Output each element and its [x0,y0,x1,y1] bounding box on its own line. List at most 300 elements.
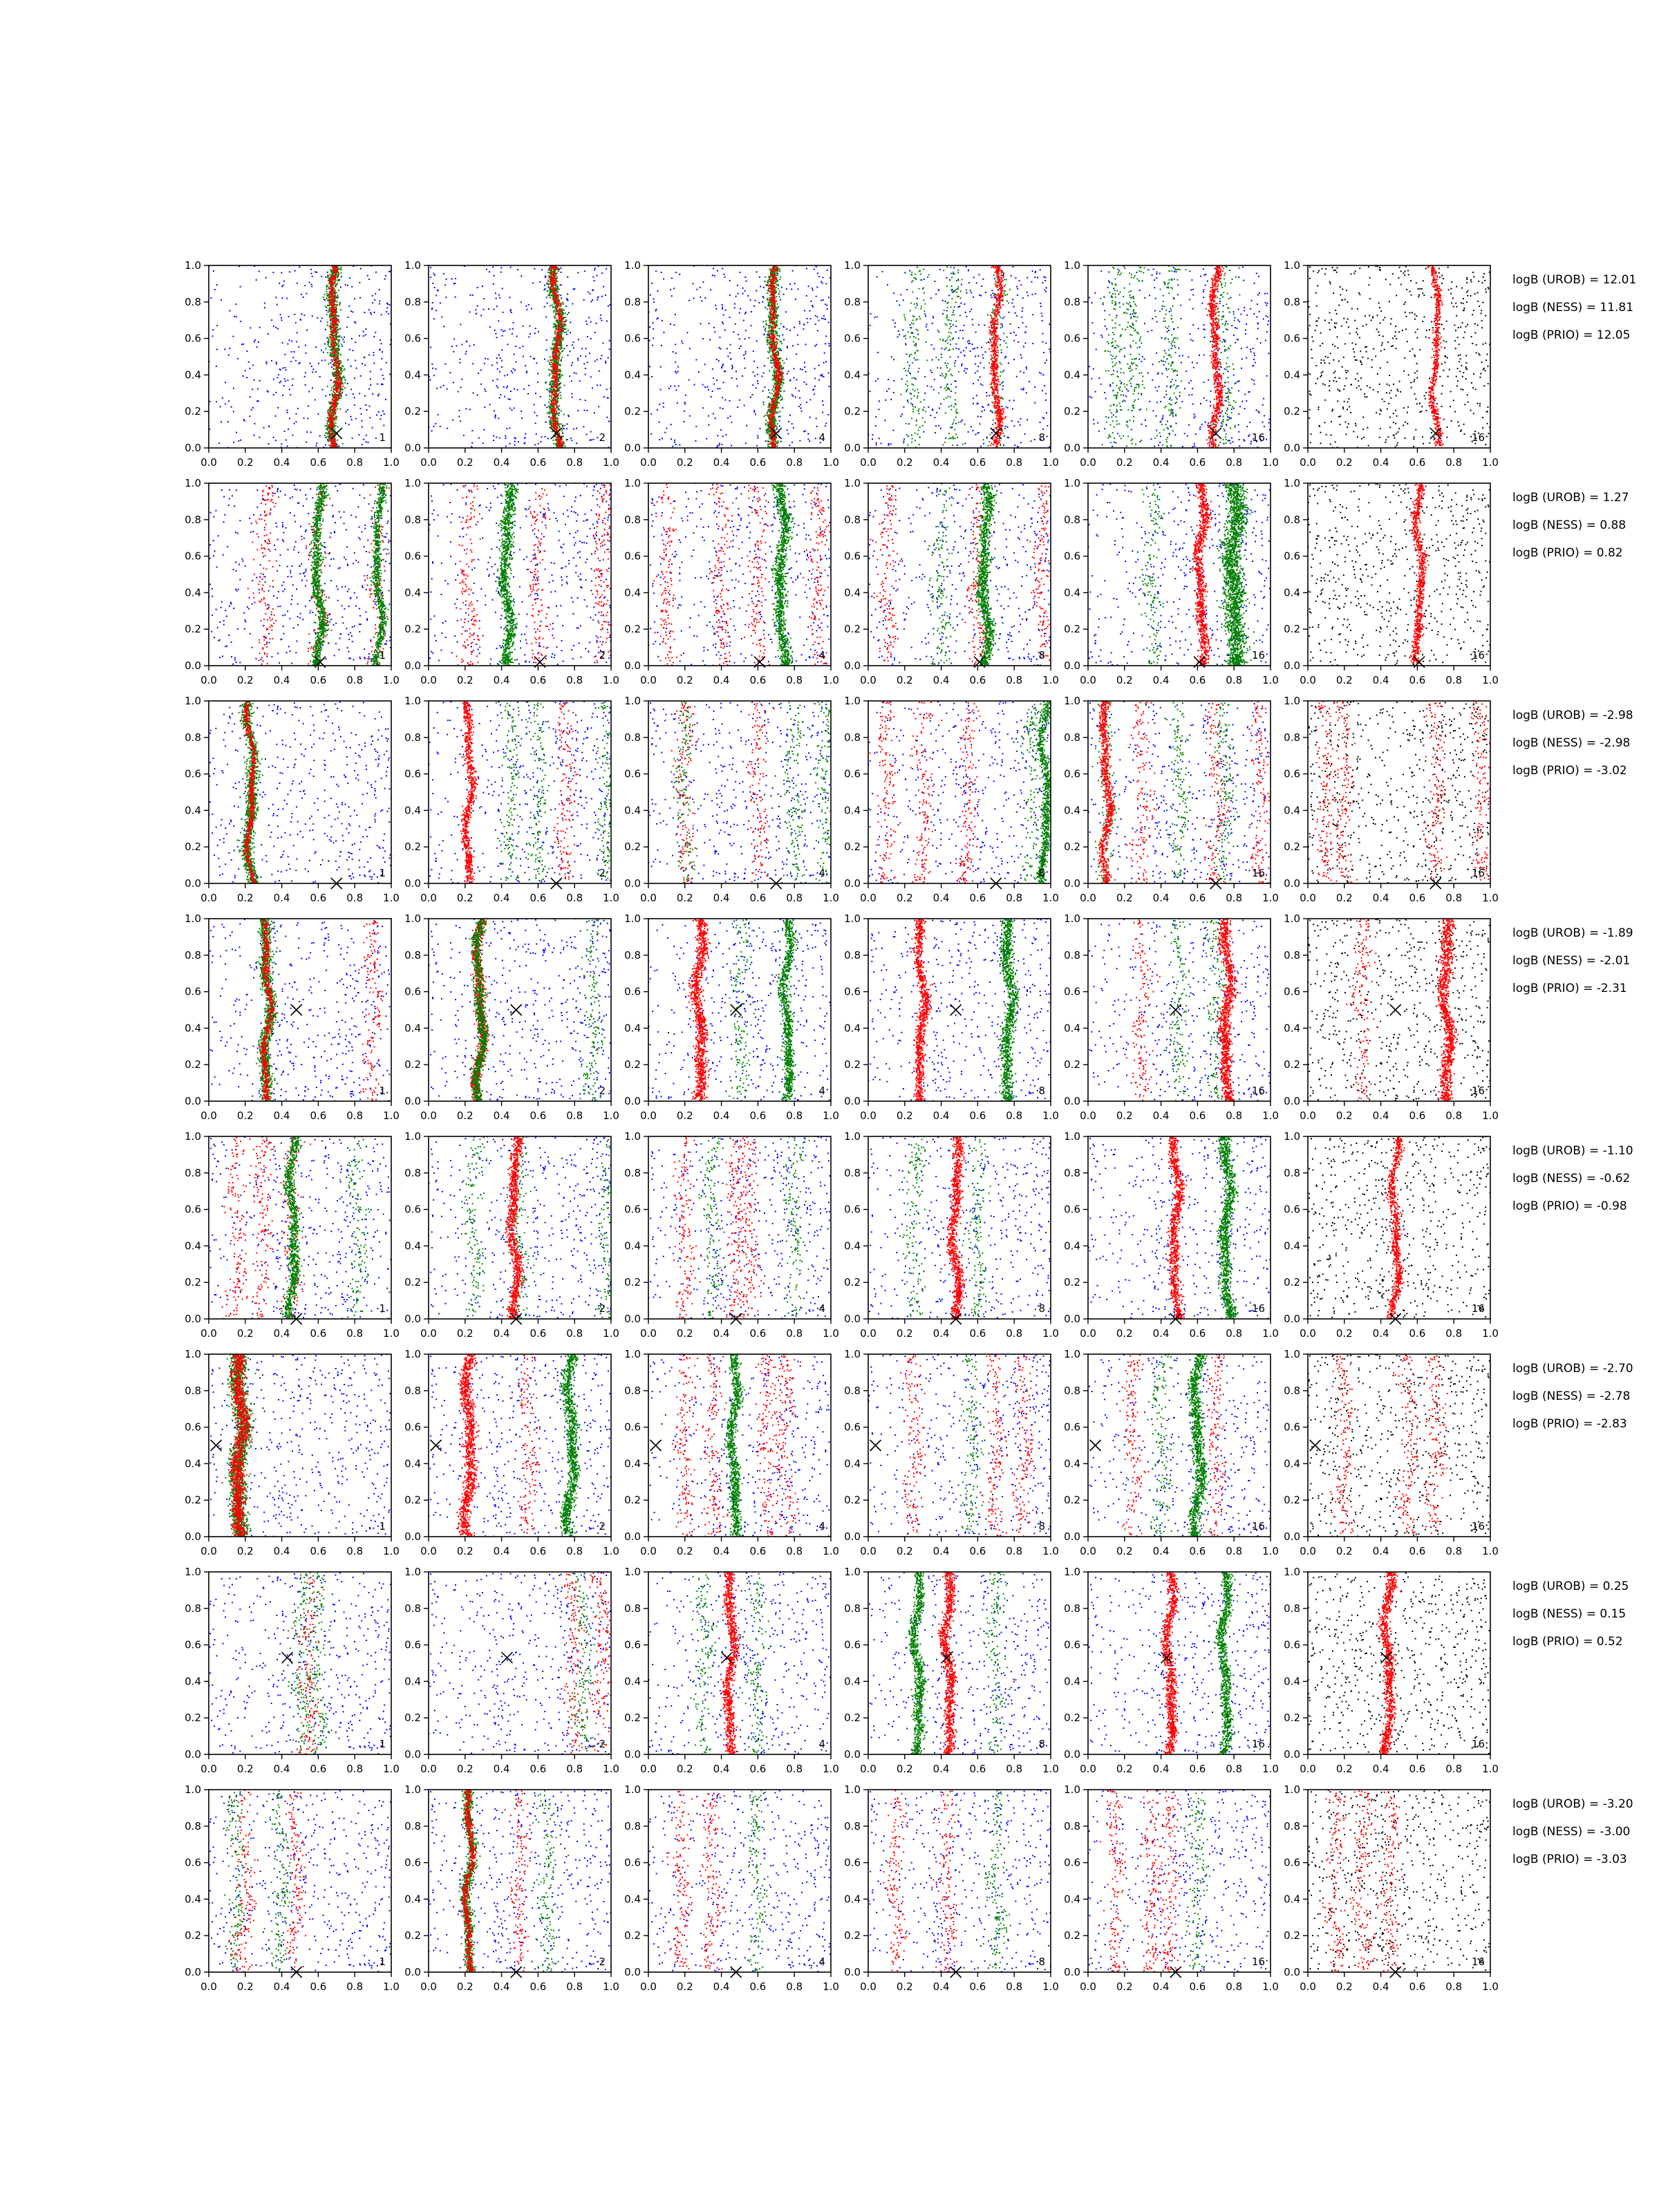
red-point [554,273,555,274]
blue-point [809,310,811,312]
blue-point [722,308,723,310]
panel-label: 2 [599,431,606,444]
blue-point [359,393,360,394]
blue-point [240,440,241,441]
blue-point [370,384,371,386]
blue-point [651,283,653,284]
red-point [334,331,335,332]
blue-point [446,279,447,280]
blue-point [517,269,518,270]
green-point [337,276,339,278]
blue-point [805,344,807,345]
red-point [554,423,556,424]
red-point [554,411,555,413]
blue-point [589,353,590,354]
blue-point [791,423,793,424]
blue-point [373,312,375,313]
blue-point [653,299,655,300]
green-point [557,418,559,419]
green-point [559,370,561,371]
blue-point [521,411,522,412]
red-point [335,395,336,397]
green-point [550,391,552,392]
green-point [552,353,553,354]
blue-point [605,362,606,364]
blue-point [213,270,214,272]
blue-point [256,279,257,281]
red-point [331,306,332,308]
red-point [339,386,340,388]
green-point [335,315,336,316]
blue-point [359,434,360,435]
blue-point [539,281,541,283]
blue-point [653,301,655,303]
blue-point [655,310,657,312]
blue-point [347,383,348,384]
x-tick-label: 0.0 [420,456,437,469]
blue-point [360,408,362,409]
green-point [765,321,767,322]
red-point [334,440,335,442]
green-point [332,317,334,319]
blue-point [259,380,261,382]
blue-point [351,419,353,420]
blue-point [684,403,686,404]
blue-point [285,440,287,441]
red-point [559,303,560,304]
blue-point [816,296,817,297]
blue-point [812,305,813,306]
blue-point [778,293,780,294]
blue-point [431,308,433,309]
blue-point [445,297,447,298]
red-point [335,350,336,351]
blue-point [496,385,498,386]
blue-point [788,433,789,435]
blue-point [603,342,604,344]
red-point [554,374,555,375]
blue-point [756,387,757,388]
red-point [336,443,337,444]
blue-point [456,345,458,346]
blue-point [537,382,538,383]
blue-point [324,359,326,361]
red-point [336,365,337,366]
blue-point [351,338,353,339]
blue-point [485,391,487,392]
blue-point [316,442,317,444]
green-point [559,373,561,375]
blue-point [480,315,482,317]
blue-point [677,366,679,368]
blue-point [673,351,674,353]
blue-point [810,318,812,319]
blue-point [263,427,265,429]
blue-point [590,293,591,294]
blue-point [708,415,709,417]
blue-point [295,322,297,324]
red-point [332,335,333,337]
blue-point [273,326,274,327]
green-point [554,310,555,311]
blue-point [685,395,686,396]
green-point [330,311,331,312]
blue-point [742,288,744,289]
blue-point [312,387,313,388]
blue-point [385,399,386,400]
blue-point [757,435,758,437]
blue-point [713,413,714,415]
green-point [559,375,560,376]
red-point [327,420,328,422]
green-point [328,440,329,442]
blue-point [825,303,826,305]
blue-point [757,367,758,368]
blue-point [592,290,593,291]
red-point [556,382,557,383]
blue-point [720,337,721,338]
red-point [335,399,336,400]
blue-point [791,394,793,395]
blue-point [681,341,682,342]
red-point [336,371,337,372]
blue-point [292,378,294,379]
green-point [766,431,767,433]
red-point [563,442,564,443]
red-point [337,400,339,401]
blue-point [291,341,292,342]
blue-point [688,300,690,301]
blue-point [720,407,721,409]
blue-point [327,439,328,440]
blue-point [306,353,307,354]
blue-point [779,420,780,422]
blue-point [827,308,828,310]
green-point [767,298,768,299]
blue-point [812,290,814,291]
green-point [551,349,552,350]
red-point [333,439,335,440]
blue-point [584,410,585,411]
blue-point [290,361,292,362]
blue-point [588,292,589,293]
blue-point [534,412,535,413]
green-point [557,421,559,422]
red-point [561,435,563,437]
red-point [330,418,331,419]
blue-point [366,441,367,442]
blue-point [700,297,701,298]
blue-point [569,375,570,377]
green-point [327,341,328,343]
red-point [556,358,557,359]
blue-point [799,440,800,442]
blue-point [256,400,258,402]
blue-point [345,284,346,285]
green-point [561,346,562,348]
blue-point [504,396,505,397]
red-point [334,417,335,418]
blue-point [803,328,805,330]
blue-point [657,409,658,411]
blue-point [339,446,340,447]
blue-point [483,429,485,431]
blue-point [496,436,498,438]
green-point [339,409,341,410]
red-point [553,391,554,392]
blue-point [753,410,755,411]
blue-point [216,284,218,285]
blue-point [243,419,245,420]
blue-point [800,408,802,409]
blue-point [381,384,382,385]
blue-point [664,432,666,433]
green-point [337,294,339,296]
green-point [326,432,327,433]
blue-point [229,348,230,349]
red-point [330,303,332,304]
red-point [552,386,553,387]
blue-point [590,440,591,441]
blue-point [566,334,568,335]
red-point [335,285,336,287]
blue-point [476,313,477,315]
blue-point [516,362,517,363]
blue-point [478,373,479,374]
blue-point [727,348,728,349]
green-point [337,301,338,303]
blue-point [671,277,673,279]
blue-point [600,358,601,359]
blue-point [731,368,733,369]
blue-point [653,322,654,324]
blue-point [660,366,662,368]
red-point [551,280,552,281]
blue-point [601,272,603,274]
red-point [331,356,332,357]
green-point [340,373,341,375]
blue-point [489,271,490,272]
blue-point [735,324,736,325]
blue-point [471,446,472,447]
blue-point [689,415,691,417]
blue-point [300,319,301,320]
blue-point [792,270,794,272]
red-point [556,308,557,309]
blue-point [276,304,278,306]
blue-point [329,394,330,395]
red-point [339,372,340,373]
green-point [565,445,566,447]
blue-point [265,362,267,363]
blue-point [587,362,588,363]
green-point [326,285,328,287]
blue-point [509,297,510,298]
blue-point [578,339,579,340]
blue-point [344,341,345,343]
blue-point [536,433,537,435]
blue-point [285,380,286,382]
green-point [565,320,567,321]
red-point [339,362,340,364]
blue-point [281,319,283,321]
blue-point [817,330,818,331]
blue-point [799,321,800,322]
blue-point [268,426,270,427]
blue-point [751,311,752,312]
green-point [550,382,551,383]
red-point [554,394,556,395]
blue-point [816,426,818,427]
blue-point [600,384,601,386]
blue-point [815,315,816,317]
blue-point [656,309,657,310]
blue-point [452,420,453,421]
red-point [554,280,556,281]
x-tick-label: 0.8 [346,456,363,469]
blue-point [528,337,529,338]
red-point [330,403,331,404]
red-point [333,406,335,408]
blue-point [514,441,516,442]
green-point [552,340,554,341]
blue-point [802,369,803,371]
blue-point [236,316,237,317]
green-point [770,397,771,399]
green-point [550,290,551,292]
blue-point [689,348,691,349]
red-point [552,277,553,279]
green-point [546,283,547,284]
blue-point [279,382,281,384]
green-point [556,327,557,328]
green-point [562,432,563,433]
blue-point [259,327,261,328]
green-point [554,324,556,326]
blue-point [719,347,720,348]
blue-point [289,418,290,419]
blue-point [312,315,313,317]
green-point [551,295,552,297]
blue-point [321,317,323,319]
blue-point [567,300,568,301]
blue-point [537,373,538,374]
blue-point [817,272,818,274]
red-point [557,297,559,298]
green-point [337,408,338,409]
blue-point [299,362,301,364]
red-point [556,369,557,371]
red-point [330,275,332,276]
red-point [562,444,563,446]
blue-point [222,397,223,399]
red-point [550,275,552,276]
blue-point [349,349,350,350]
red-point [330,279,332,280]
blue-point [429,379,431,381]
blue-point [652,345,653,346]
blue-point [743,320,744,321]
red-point [331,353,332,354]
red-point [334,335,335,336]
red-point [334,327,335,328]
green-point [549,413,550,415]
red-point [332,364,334,365]
blue-point [237,358,238,359]
blue-point [798,390,800,391]
green-point [552,381,554,382]
blue-point [310,269,312,270]
green-point [563,326,565,327]
x-tick-label: 0.2 [457,456,474,469]
red-point [559,301,560,303]
blue-point [505,435,506,437]
blue-point [363,331,364,332]
blue-point [722,435,724,437]
green-point [326,291,328,292]
green-point [559,427,561,428]
blue-point [808,285,809,287]
blue-point [381,343,382,344]
blue-point [804,366,805,368]
blue-point [534,332,536,334]
blue-point [789,444,790,446]
blue-point [587,336,588,337]
green-point [765,424,767,426]
blue-point [273,394,274,395]
blue-point [370,378,371,379]
green-point [546,388,547,390]
blue-point [515,346,516,347]
blue-point [372,393,373,395]
blue-point [601,296,603,297]
red-point [553,427,554,429]
blue-point [252,388,253,390]
blue-point [356,368,357,369]
blue-point [825,283,827,285]
blue-point [572,362,573,364]
red-point [549,277,550,279]
blue-point [787,347,788,348]
green-point [330,390,332,391]
red-point [557,441,559,442]
green-point [548,412,550,413]
blue-point [495,417,496,418]
blue-point [512,409,513,411]
blue-point [715,308,717,310]
blue-point [567,293,568,294]
blue-point [511,312,512,313]
red-point [335,339,336,341]
blue-point [760,428,761,429]
blue-point [240,286,241,288]
blue-point [221,421,222,422]
blue-point [347,285,348,286]
blue-point [744,358,745,359]
blue-point [345,422,346,424]
red-point [559,306,561,307]
blue-point [307,418,308,420]
green-point [550,306,551,307]
blue-point [823,277,824,279]
green-point [558,415,559,416]
green-point [548,275,550,276]
green-point [554,307,556,308]
blue-point [447,428,448,429]
blue-point [787,373,788,375]
green-point [327,274,328,276]
blue-point [497,379,498,380]
